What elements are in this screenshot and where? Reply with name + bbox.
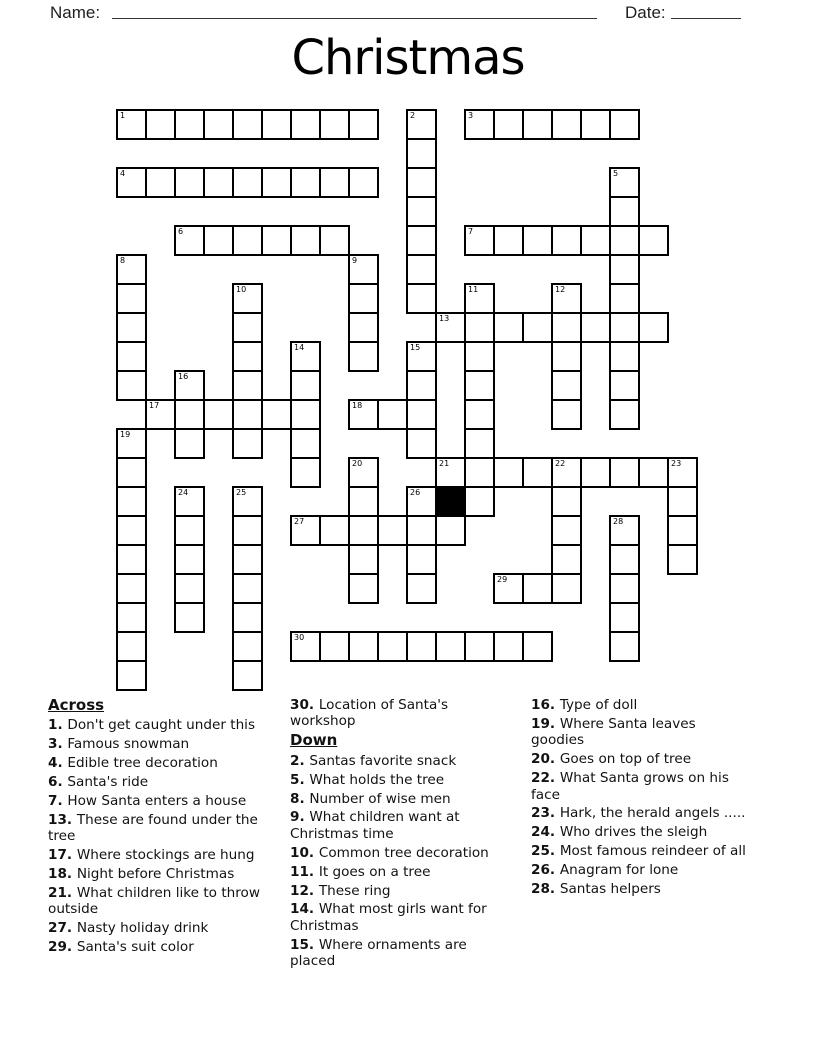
clue-text: Night before Christmas bbox=[76, 866, 235, 883]
cell-number: 5 bbox=[613, 169, 619, 178]
grid-cell[interactable] bbox=[493, 225, 524, 256]
clue-text: These ring bbox=[318, 882, 391, 899]
page-title: Christmas bbox=[291, 30, 525, 86]
name-input-line[interactable] bbox=[112, 2, 597, 19]
clues-column-mixed bbox=[290, 697, 508, 972]
grid-cell[interactable] bbox=[551, 457, 582, 488]
clue-text: Hark, the herald angels ..... bbox=[559, 805, 746, 822]
grid-cell[interactable] bbox=[435, 312, 466, 343]
clue-number: 27. bbox=[48, 920, 77, 937]
black-cell bbox=[435, 486, 466, 517]
clue-across-1 bbox=[48, 717, 274, 733]
grid-cell[interactable] bbox=[290, 225, 321, 256]
grid-cell[interactable] bbox=[435, 457, 466, 488]
grid-cell[interactable] bbox=[667, 457, 698, 488]
clue-text: How Santa enters a house bbox=[67, 793, 247, 810]
clue-down-22 bbox=[531, 770, 750, 803]
clue-text: What Santa grows on his face bbox=[531, 770, 729, 803]
clue-number: 12. bbox=[290, 882, 319, 899]
grid-cell[interactable] bbox=[116, 370, 147, 401]
grid-cell[interactable] bbox=[406, 283, 437, 314]
cell-number: 17 bbox=[149, 401, 160, 410]
grid-cell[interactable] bbox=[522, 631, 553, 662]
grid-cell[interactable] bbox=[464, 631, 495, 662]
clue-text: Most famous reindeer of all bbox=[559, 843, 746, 860]
cell-number: 28 bbox=[613, 517, 624, 526]
clue-text: Anagram for lone bbox=[559, 862, 679, 879]
clues-column-across bbox=[48, 697, 274, 958]
clues-column-down bbox=[531, 697, 750, 900]
clue-text: Where Santa leaves goodies bbox=[531, 715, 696, 749]
clue-across-4 bbox=[48, 755, 274, 771]
grid-cell[interactable] bbox=[638, 225, 669, 256]
clue-across-21 bbox=[48, 885, 274, 918]
grid-cell[interactable] bbox=[290, 399, 321, 430]
cell-number: 13 bbox=[439, 314, 450, 323]
clue-down-15 bbox=[290, 937, 508, 970]
grid-cell[interactable] bbox=[261, 225, 292, 256]
grid-cell[interactable] bbox=[638, 312, 669, 343]
grid-cell[interactable] bbox=[551, 225, 582, 256]
grid-cell[interactable] bbox=[464, 109, 495, 140]
cell-number: 1 bbox=[120, 111, 126, 120]
grid-cell[interactable] bbox=[232, 341, 263, 372]
grid-cell[interactable] bbox=[319, 515, 350, 546]
clue-down-14 bbox=[290, 901, 508, 934]
grid-cell[interactable] bbox=[348, 515, 379, 546]
clue-number: 23. bbox=[531, 805, 560, 822]
grid-cell[interactable] bbox=[406, 196, 437, 227]
grid-cell[interactable] bbox=[348, 399, 379, 430]
grid-cell[interactable] bbox=[232, 515, 263, 546]
clue-number: 8. bbox=[290, 790, 310, 807]
grid-cell[interactable] bbox=[609, 544, 640, 575]
clue-text: Location of Santa's workshop bbox=[290, 697, 449, 730]
clue-number: 3. bbox=[48, 736, 68, 753]
clue-text: Where stockings are hung bbox=[76, 847, 255, 864]
grid-cell[interactable] bbox=[638, 457, 669, 488]
grid-cell[interactable] bbox=[406, 631, 437, 662]
grid-cell[interactable] bbox=[406, 254, 437, 285]
cell-number: 11 bbox=[468, 285, 479, 294]
grid-cell[interactable] bbox=[609, 196, 640, 227]
grid-cell[interactable] bbox=[348, 109, 379, 140]
clue-number: 16. bbox=[531, 697, 560, 713]
cell-number: 24 bbox=[178, 488, 189, 497]
down-clues-heading: Down bbox=[290, 731, 338, 750]
grid-cell[interactable] bbox=[203, 167, 234, 198]
grid-cell[interactable] bbox=[290, 109, 321, 140]
grid-cell[interactable] bbox=[116, 486, 147, 517]
clue-text: Famous snowman bbox=[67, 736, 190, 753]
grid-cell[interactable] bbox=[116, 312, 147, 343]
grid-cell[interactable] bbox=[609, 399, 640, 430]
grid-cell[interactable] bbox=[377, 515, 408, 546]
clue-down-25 bbox=[531, 843, 750, 859]
clue-number: 21. bbox=[48, 885, 77, 902]
grid-cell[interactable] bbox=[493, 109, 524, 140]
cell-number: 15 bbox=[410, 343, 421, 352]
across-clues-heading: Across bbox=[48, 696, 105, 714]
clue-across-6 bbox=[48, 774, 274, 790]
clue-number: 11. bbox=[290, 863, 319, 880]
clue-down-9 bbox=[290, 809, 508, 842]
clue-number: 7. bbox=[48, 793, 68, 810]
cell-number: 25 bbox=[236, 488, 247, 497]
grid-cell[interactable] bbox=[406, 138, 437, 169]
grid-cell[interactable] bbox=[522, 312, 553, 343]
grid-cell[interactable] bbox=[116, 428, 147, 459]
date-label: Date: bbox=[625, 3, 666, 22]
grid-cell[interactable] bbox=[319, 167, 350, 198]
grid-cell[interactable] bbox=[609, 225, 640, 256]
clue-down-28 bbox=[531, 881, 750, 897]
clue-text: These are found under the tree bbox=[48, 811, 258, 845]
grid-cell[interactable] bbox=[667, 486, 698, 517]
grid-cell[interactable] bbox=[406, 428, 437, 459]
clue-number: 15. bbox=[290, 936, 319, 953]
clue-number: 17. bbox=[48, 847, 77, 864]
grid-cell[interactable] bbox=[174, 602, 205, 633]
cell-number: 3 bbox=[468, 111, 474, 120]
clue-across-18 bbox=[48, 866, 274, 882]
cell-number: 29 bbox=[497, 575, 508, 584]
grid-cell[interactable] bbox=[551, 312, 582, 343]
grid-cell[interactable] bbox=[406, 544, 437, 575]
cell-number: 14 bbox=[294, 343, 305, 352]
grid-cell[interactable] bbox=[609, 631, 640, 662]
clue-text: What most girls want for Christmas bbox=[290, 901, 487, 934]
grid-cell[interactable] bbox=[116, 602, 147, 633]
grid-cell[interactable] bbox=[232, 225, 263, 256]
grid-cell[interactable] bbox=[290, 457, 321, 488]
crossword-grid bbox=[116, 109, 698, 691]
clue-down-11 bbox=[290, 864, 508, 880]
cell-number: 8 bbox=[120, 256, 126, 265]
clue-text: Don't get caught under this bbox=[67, 717, 256, 734]
grid-cell[interactable] bbox=[609, 312, 640, 343]
grid-cell[interactable] bbox=[116, 341, 147, 372]
grid-cell[interactable] bbox=[406, 370, 437, 401]
clue-number: 29. bbox=[48, 939, 77, 956]
clue-text: Common tree decoration bbox=[318, 844, 489, 861]
clue-text: Santa's suit color bbox=[76, 939, 194, 956]
grid-cell[interactable] bbox=[174, 370, 205, 401]
cell-number: 4 bbox=[120, 169, 126, 178]
clue-number: 13. bbox=[48, 811, 77, 828]
cell-number: 27 bbox=[294, 517, 305, 526]
cell-number: 10 bbox=[236, 285, 247, 294]
grid-cell[interactable] bbox=[116, 544, 147, 575]
clue-across-27 bbox=[48, 920, 274, 936]
clue-down-16 bbox=[531, 697, 750, 713]
grid-cell[interactable] bbox=[464, 370, 495, 401]
clue-down-26 bbox=[531, 862, 750, 878]
grid-cell[interactable] bbox=[348, 254, 379, 285]
clue-down-12 bbox=[290, 883, 508, 899]
grid-cell[interactable] bbox=[232, 631, 263, 662]
clue-down-20 bbox=[531, 751, 750, 767]
grid-cell[interactable] bbox=[406, 515, 437, 546]
grid-cell[interactable] bbox=[232, 109, 263, 140]
grid-cell[interactable] bbox=[348, 486, 379, 517]
grid-cell[interactable] bbox=[290, 167, 321, 198]
grid-cell[interactable] bbox=[493, 457, 524, 488]
clue-down-23 bbox=[531, 805, 750, 821]
grid-cell[interactable] bbox=[551, 515, 582, 546]
grid-cell[interactable] bbox=[406, 399, 437, 430]
grid-cell[interactable] bbox=[348, 457, 379, 488]
grid-cell[interactable] bbox=[406, 167, 437, 198]
grid-cell[interactable] bbox=[348, 341, 379, 372]
grid-cell[interactable] bbox=[667, 515, 698, 546]
grid-cell[interactable] bbox=[551, 109, 582, 140]
clue-number: 19. bbox=[531, 715, 560, 732]
grid-cell[interactable] bbox=[464, 283, 495, 314]
grid-cell[interactable] bbox=[551, 544, 582, 575]
grid-cell[interactable] bbox=[116, 515, 147, 546]
grid-cell[interactable] bbox=[609, 457, 640, 488]
grid-cell[interactable] bbox=[174, 544, 205, 575]
name-label: Name: bbox=[50, 3, 101, 22]
clue-number: 6. bbox=[48, 774, 68, 791]
grid-cell[interactable] bbox=[290, 428, 321, 459]
grid-cell[interactable] bbox=[116, 660, 147, 691]
clue-text: Type of doll bbox=[559, 697, 638, 713]
cell-number: 12 bbox=[555, 285, 566, 294]
clue-text: Nasty holiday drink bbox=[76, 920, 209, 937]
clue-text: Number of wise men bbox=[309, 790, 451, 807]
cell-number: 30 bbox=[294, 633, 305, 642]
grid-cell[interactable] bbox=[116, 631, 147, 662]
clue-number: 4. bbox=[48, 755, 68, 772]
grid-cell[interactable] bbox=[174, 428, 205, 459]
grid-cell[interactable] bbox=[232, 370, 263, 401]
grid-cell[interactable] bbox=[319, 109, 350, 140]
grid-cell[interactable] bbox=[290, 341, 321, 372]
grid-cell[interactable] bbox=[348, 573, 379, 604]
grid-cell[interactable] bbox=[377, 399, 408, 430]
cell-number: 2 bbox=[410, 111, 416, 120]
grid-cell[interactable] bbox=[290, 631, 321, 662]
grid-cell[interactable] bbox=[290, 370, 321, 401]
clue-text: Edible tree decoration bbox=[67, 755, 218, 772]
clue-across-13 bbox=[48, 812, 274, 845]
grid-cell[interactable] bbox=[232, 399, 263, 430]
grid-cell[interactable] bbox=[261, 109, 292, 140]
grid-cell[interactable] bbox=[174, 486, 205, 517]
cell-number: 18 bbox=[352, 401, 363, 410]
grid-cell[interactable] bbox=[406, 573, 437, 604]
cell-number: 9 bbox=[352, 256, 358, 265]
grid-cell[interactable] bbox=[522, 225, 553, 256]
grid-cell[interactable] bbox=[522, 457, 553, 488]
grid-cell[interactable] bbox=[464, 457, 495, 488]
grid-cell[interactable] bbox=[580, 109, 611, 140]
cell-number: 26 bbox=[410, 488, 421, 497]
grid-cell[interactable] bbox=[580, 312, 611, 343]
grid-cell[interactable] bbox=[232, 544, 263, 575]
grid-cell[interactable] bbox=[348, 544, 379, 575]
clue-number: 1. bbox=[48, 717, 68, 734]
grid-cell[interactable] bbox=[232, 428, 263, 459]
grid-cell[interactable] bbox=[464, 312, 495, 343]
clue-number: 24. bbox=[531, 824, 560, 841]
grid-cell[interactable] bbox=[609, 370, 640, 401]
grid-cell[interactable] bbox=[174, 515, 205, 546]
grid-cell[interactable] bbox=[232, 602, 263, 633]
clue-across-7 bbox=[48, 793, 274, 809]
clue-across-29 bbox=[48, 939, 274, 955]
grid-cell[interactable] bbox=[232, 573, 263, 604]
grid-cell[interactable] bbox=[203, 399, 234, 430]
grid-cell[interactable] bbox=[116, 283, 147, 314]
cell-number: 21 bbox=[439, 459, 450, 468]
grid-cell[interactable] bbox=[348, 312, 379, 343]
clue-text: Santas helpers bbox=[559, 881, 661, 898]
grid-cell[interactable] bbox=[551, 370, 582, 401]
grid-cell[interactable] bbox=[174, 399, 205, 430]
clue-number: 18. bbox=[48, 866, 77, 883]
cell-number: 7 bbox=[468, 227, 474, 236]
clue-number: 22. bbox=[531, 770, 560, 787]
cell-number: 6 bbox=[178, 227, 184, 236]
grid-cell[interactable] bbox=[464, 225, 495, 256]
clue-text: What holds the tree bbox=[309, 771, 445, 788]
grid-cell[interactable] bbox=[145, 399, 176, 430]
cell-number: 20 bbox=[352, 459, 363, 468]
clue-number: 2. bbox=[290, 752, 310, 769]
grid-cell[interactable] bbox=[551, 486, 582, 517]
clue-down-5 bbox=[290, 772, 508, 788]
grid-cell[interactable] bbox=[174, 167, 205, 198]
clue-down-24 bbox=[531, 824, 750, 840]
clue-number: 5. bbox=[290, 771, 310, 788]
grid-cell[interactable] bbox=[319, 225, 350, 256]
clue-text: What children want at Christmas time bbox=[290, 809, 460, 842]
grid-cell[interactable] bbox=[261, 167, 292, 198]
clue-number: 10. bbox=[290, 844, 319, 861]
grid-cell[interactable] bbox=[609, 515, 640, 546]
grid-cell[interactable] bbox=[348, 283, 379, 314]
clue-text: Santa's ride bbox=[67, 774, 149, 791]
clue-down-8 bbox=[290, 791, 508, 807]
cell-number: 23 bbox=[671, 459, 682, 468]
clue-number: 25. bbox=[531, 843, 560, 860]
grid-cell[interactable] bbox=[522, 109, 553, 140]
grid-cell[interactable] bbox=[232, 167, 263, 198]
grid-cell[interactable] bbox=[580, 225, 611, 256]
grid-cell[interactable] bbox=[203, 109, 234, 140]
grid-cell[interactable] bbox=[551, 573, 582, 604]
grid-cell[interactable] bbox=[174, 573, 205, 604]
clue-across-17 bbox=[48, 847, 274, 863]
grid-cell[interactable] bbox=[493, 312, 524, 343]
grid-cell[interactable] bbox=[203, 225, 234, 256]
grid-cell[interactable] bbox=[290, 515, 321, 546]
grid-cell[interactable] bbox=[609, 167, 640, 198]
clue-across-3 bbox=[48, 736, 274, 752]
clue-down-2 bbox=[290, 753, 508, 769]
grid-cell[interactable] bbox=[609, 254, 640, 285]
grid-cell[interactable] bbox=[116, 167, 147, 198]
clue-number: 28. bbox=[531, 881, 560, 898]
grid-cell[interactable] bbox=[464, 428, 495, 459]
grid-cell[interactable] bbox=[116, 573, 147, 604]
grid-cell[interactable] bbox=[609, 283, 640, 314]
grid-cell[interactable] bbox=[116, 109, 147, 140]
grid-cell[interactable] bbox=[406, 486, 437, 517]
grid-cell[interactable] bbox=[522, 573, 553, 604]
grid-cell[interactable] bbox=[493, 573, 524, 604]
grid-cell[interactable] bbox=[435, 631, 466, 662]
grid-cell[interactable] bbox=[377, 631, 408, 662]
grid-cell[interactable] bbox=[551, 283, 582, 314]
grid-cell[interactable] bbox=[348, 167, 379, 198]
grid-cell[interactable] bbox=[232, 486, 263, 517]
grid-cell[interactable] bbox=[551, 341, 582, 372]
cell-number: 22 bbox=[555, 459, 566, 468]
grid-cell[interactable] bbox=[609, 341, 640, 372]
clue-number: 9. bbox=[290, 809, 310, 826]
clue-text: Santas favorite snack bbox=[309, 752, 457, 769]
clue-text: Who drives the sleigh bbox=[559, 824, 708, 841]
grid-cell[interactable] bbox=[406, 341, 437, 372]
grid-cell[interactable] bbox=[232, 312, 263, 343]
cell-number: 19 bbox=[120, 430, 131, 439]
grid-cell[interactable] bbox=[580, 457, 611, 488]
grid-cell[interactable] bbox=[145, 109, 176, 140]
grid-cell[interactable] bbox=[464, 486, 495, 517]
grid-cell[interactable] bbox=[174, 225, 205, 256]
grid-cell[interactable] bbox=[174, 109, 205, 140]
grid-cell[interactable] bbox=[261, 399, 292, 430]
grid-cell[interactable] bbox=[464, 341, 495, 372]
clue-number: 20. bbox=[531, 751, 560, 768]
grid-cell[interactable] bbox=[348, 631, 379, 662]
grid-cell[interactable] bbox=[406, 109, 437, 140]
grid-cell[interactable] bbox=[464, 399, 495, 430]
grid-cell[interactable] bbox=[319, 631, 350, 662]
grid-cell[interactable] bbox=[232, 660, 263, 691]
grid-cell[interactable] bbox=[551, 399, 582, 430]
clue-number: 26. bbox=[531, 862, 560, 879]
clue-text: It goes on a tree bbox=[318, 863, 431, 880]
grid-cell[interactable] bbox=[493, 631, 524, 662]
clue-down-19 bbox=[531, 716, 750, 749]
grid-cell[interactable] bbox=[406, 225, 437, 256]
clue-number: 14. bbox=[290, 901, 319, 918]
grid-cell[interactable] bbox=[609, 573, 640, 604]
clue-across-30 bbox=[290, 697, 508, 730]
grid-cell[interactable] bbox=[609, 109, 640, 140]
grid-cell[interactable] bbox=[667, 544, 698, 575]
grid-cell[interactable] bbox=[116, 254, 147, 285]
clue-down-10 bbox=[290, 845, 508, 861]
grid-cell[interactable] bbox=[116, 457, 147, 488]
grid-cell[interactable] bbox=[609, 602, 640, 633]
clue-text: What children like to throw outside bbox=[48, 885, 260, 918]
date-input-line[interactable] bbox=[671, 2, 741, 19]
clue-number: 30. bbox=[290, 697, 319, 713]
grid-cell[interactable] bbox=[435, 515, 466, 546]
cell-number: 16 bbox=[178, 372, 189, 381]
grid-cell[interactable] bbox=[145, 167, 176, 198]
clue-text: Goes on top of tree bbox=[559, 751, 692, 768]
grid-cell[interactable] bbox=[232, 283, 263, 314]
clue-text: Where ornaments are placed bbox=[290, 936, 467, 970]
